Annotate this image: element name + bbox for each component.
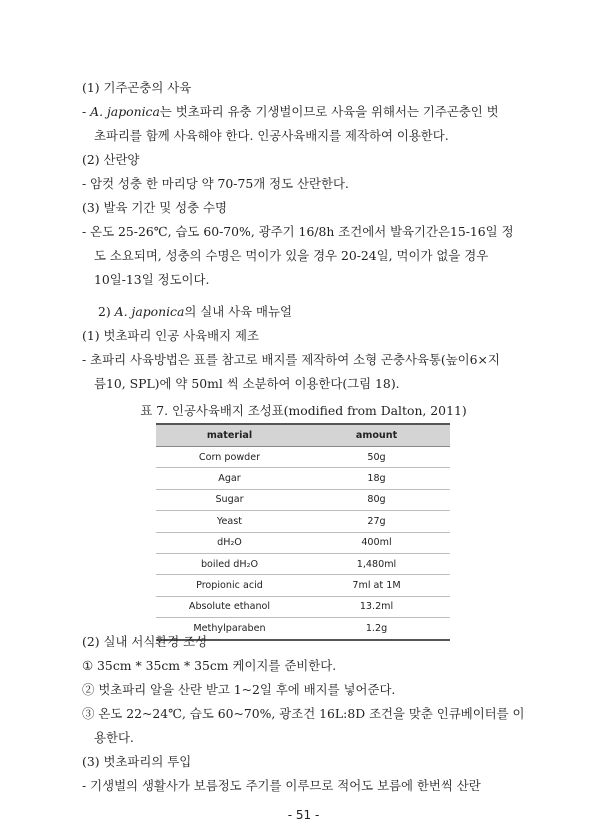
paragraph-line: 10일-13일 정도이다. (94, 272, 210, 287)
table-row (156, 532, 450, 553)
cell-material: Sugar (156, 489, 303, 510)
cell-material: Yeast (156, 511, 303, 532)
cell-amount: 13.2ml (303, 596, 450, 617)
species-name: A. japonica (114, 304, 185, 319)
cell-material: Propionic acid (156, 575, 303, 596)
paragraph-line: 름10, SPL)에 약 50ml 씩 소분하여 이용한다(그림 18). (94, 376, 400, 391)
paragraph-line: 용한다. (94, 730, 134, 745)
table-row (156, 575, 450, 596)
section-title-habitat: (2) 실내 서식환경 조성 (82, 634, 208, 649)
table-caption: 표 7. 인공사육배지 조성표(modified from Dalton, 2011) (140, 403, 467, 418)
paragraph-line: - 온도 25-26℃, 습도 60-70%, 광주기 16/8h 조건에서 발육기간은15-16일 정 (82, 224, 514, 239)
cell-amount: 80g (303, 489, 450, 510)
cell-material: Agar (156, 468, 303, 489)
species-name: A. japonica (90, 104, 160, 119)
paragraph-line: - A. japonica는 벗초파리 유충 기생벌이므로 사육을 위해서는 기주곤충인 벗 (82, 104, 499, 119)
paragraph-line: 초파리를 함께 사육해야 한다. 인공사육배지를 제작하여 이용한다. (94, 128, 449, 143)
table-row (156, 511, 450, 532)
table-row (156, 596, 450, 617)
paragraph-line: ① 35cm * 35cm * 35cm 케이지를 준비한다. (82, 658, 337, 673)
cell-amount: 1.2g (303, 618, 450, 640)
cell-material: dH₂O (156, 532, 303, 553)
section-title-artificial-diet: (1) 벗초파리 인공 사육배지 제조 (82, 328, 259, 343)
section-title-oviposition: (2) 산란양 (82, 152, 140, 167)
paragraph-line: ② 벗초파리 알을 산란 받고 1~2일 후에 배지를 넣어준다. (82, 682, 396, 697)
table-row (156, 553, 450, 574)
paragraph-line: - 기생벌의 생활사가 보름정도 주기를 이루므로 적어도 보름에 한번씩 산란 (82, 778, 481, 793)
paragraph-line: ③ 온도 22~24℃, 습도 60~70%, 광조건 16L:8D 조건을 맞춘 인큐베이터를 이 (82, 706, 525, 721)
cell-amount: 50g (303, 447, 450, 468)
cell-amount: 7ml at 1M (303, 575, 450, 596)
paragraph-line: - 초파리 사육방법은 표를 참고로 배지를 제작하여 소형 곤충사육통(높이6×지 (82, 352, 500, 367)
table-row (156, 489, 450, 510)
cell-amount: 1,480ml (303, 553, 450, 574)
paragraph-line: - 암컷 성충 한 마리당 약 70-75개 정도 산란한다. (82, 176, 349, 191)
cell-amount: 18g (303, 468, 450, 489)
cell-material: Corn powder (156, 447, 303, 468)
cell-amount: 27g (303, 511, 450, 532)
table-row (156, 447, 450, 468)
section-title-host-insect: (1) 기주곤충의 사육 (82, 80, 192, 95)
column-header-amount: amount (303, 424, 450, 447)
cell-amount: 400ml (303, 532, 450, 553)
section-title-development: (3) 발육 기간 및 성충 수명 (82, 200, 227, 215)
table-row (156, 468, 450, 489)
table-header-row (156, 424, 450, 447)
section-title-release: (3) 벗초파리의 투입 (82, 754, 192, 769)
page-number: - 51 - (287, 808, 320, 822)
diet-composition-table (156, 423, 450, 641)
cell-material: boiled dH₂O (156, 553, 303, 574)
column-header-material: material (156, 424, 303, 447)
cell-material: Absolute ethanol (156, 596, 303, 617)
manual-heading: 2) A. japonica의 실내 사육 매뉴얼 (98, 304, 292, 319)
paragraph-line: 도 소요되며, 성충의 수명은 먹이가 있을 경우 20-24일, 먹이가 없을 경우 (94, 248, 489, 263)
cell-material: Methylparaben (156, 618, 303, 640)
